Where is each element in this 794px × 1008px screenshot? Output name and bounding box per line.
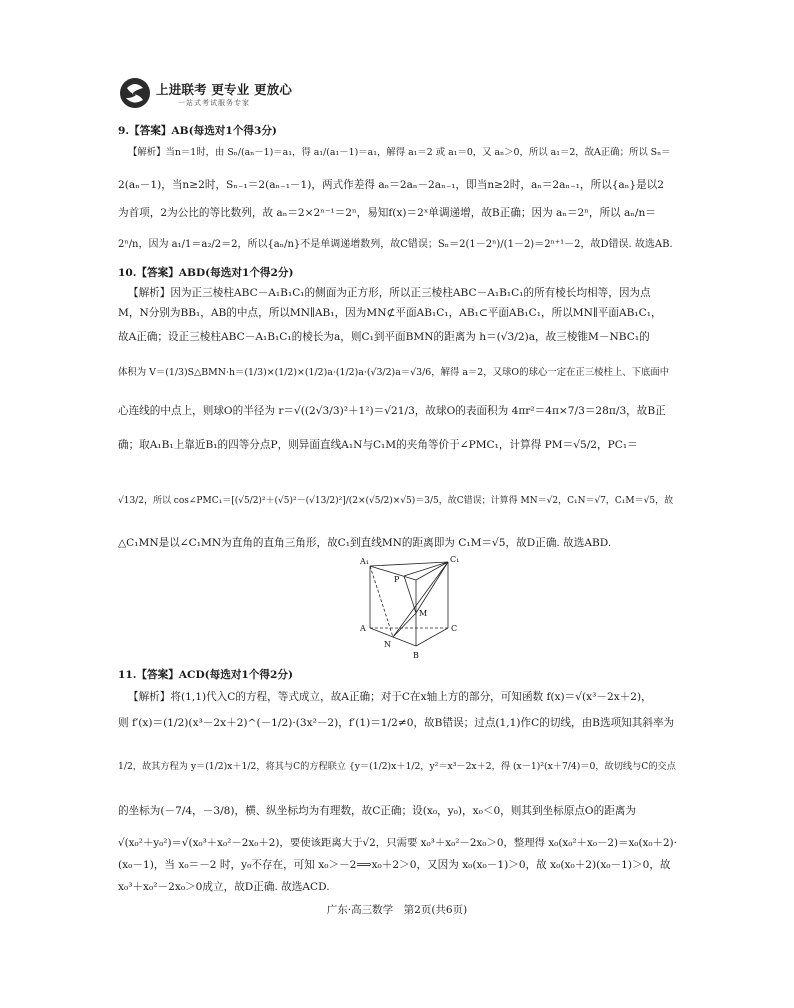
text-line-q10-7: √13/2，所以 cos∠PMC₁＝[(√5/2)²＋(√5)²－(√13/2)²]/(2×(√5/2)×√5)＝3/5，故C错误；计算得 MN＝√2，C₁N＝√7，C₁M＝√5，故 (118, 496, 674, 506)
text-line-q11-5: √(x₀²＋y₀²)＝√(x₀³＋x₀²－2x₀＋2)，要使该距离大于√2，只需要 x₀³＋x₀²－2x₀＞0，整理得 x₀(x₀²＋x₀－2)＝x₀(x₀＋2)· (118, 837, 677, 849)
text-line-q11-1: 【解析】将(1,1)代入C的方程，等式成立，故A正确；对于C在x轴上方的部分，可知函数 f(x)＝√(x³－2x＋2)， (128, 691, 652, 703)
text-line-q10-1: 【解析】因为正三棱柱ABC－A₁B₁C₁的侧面为正方形，所以正三棱柱ABC－A₁B₁C₁的所有棱长均相等，因为点 (128, 287, 651, 299)
text-line-q10-ans: 10.【答案】ABD(每选对1个得2分) (118, 267, 294, 279)
text-line-q9-3: 为首项，2为公比的等比数列，故 aₙ＝2×2ⁿ⁻¹＝2ⁿ，易知f(x)＝2ˣ单调递增，故B正确；因为 aₙ＝2ⁿ，所以 aₙ/n＝ (118, 207, 656, 219)
text-line-q11-4: 的坐标为(－7/4，－3/8)，横、纵坐标均为有理数，故C正确；设(x₀，y₀)，x₀＜0，则其到坐标原点O的距离为 (118, 805, 636, 817)
brand-slogan: 上进联考 更专业 更放心 (156, 82, 293, 97)
text-line-q11-6: (x₀－1)，当 x₀＝－2 时，y₀不存在，可知 x₀＞－2⟹x₀＋2＞0，又因为 x₀(x₀－1)＞0，故 x₀(x₀＋2)(x₀－1)＞0，故 (118, 859, 671, 871)
header-logo (118, 76, 298, 112)
page-footer: 广东·高三数学 第2页(共6页) (326, 904, 468, 916)
edge-a1b1 (370, 566, 416, 580)
prism-figure (352, 552, 462, 664)
brand-subtitle: 一站式考试服务专家 (178, 99, 250, 107)
text-line-q10-8: △C₁MN是以∠C₁MN为直角的直角三角形，故C₁到直线MN的距离即为 C₁M＝√5，故D正确. 故选ABD. (118, 537, 612, 549)
text-line-q9-4: 2ⁿ/n，因为 a₁/1＝a₂/2＝2，所以{aₙ/n}不是单调递增数列，故C错误；Sₙ＝2(1－2ⁿ)/(1－2)＝2ⁿ⁺¹－2，故D错误. 故选AB. (118, 239, 673, 250)
edge-bc (416, 628, 448, 646)
text-line-q10-4: 体积为 V＝(1/3)S△BMN·h＝(1/3)×(1/2)×(1/2)a·(1/2)a·(√3/2)a＝√3/6，解得 a＝2，又球O的球心一定在正三棱柱上、下底面中 (118, 367, 670, 378)
text-line-q9-1: 【解析】当n＝1时，由 Sₙ/(aₙ－1)＝a₁，得 a₁/(a₁－1)＝a₁，解得 a₁＝2 或 a₁＝0，又 aₙ＞0，所以 a₁＝2，故A正确；所以 Sₙ＝ (128, 147, 671, 158)
text-line-q11-2: 则 f′(x)＝(1/2)(x³－2x＋2)^(－1/2)·(3x²－2)，f′(1)＝1/2≠0，故B错误；过点(1,1)作C的切线，由B选项知其斜率为 (118, 717, 675, 729)
text-line-q11-ans: 11.【答案】ACD(每选对1个得2分) (118, 669, 293, 681)
text-line-q10-3: 故A正确；设正三棱柱ABC－A₁B₁C₁的棱长为a，则C₁到平面BMN的距离为 h＝(√3/2)a，故三棱锥M－NBC₁的 (118, 331, 650, 343)
label-n: N (384, 640, 391, 649)
text-line-q10-2: M，N分别为BB₁，AB的中点，所以MN∥AB₁，因为MN⊄平面AB₁C₁，AB₁⊂平面AB₁C₁，所以MN∥平面AB₁C₁， (118, 307, 662, 319)
label-b: B (413, 651, 419, 660)
label-a1: A₁ (360, 557, 369, 566)
seg-c1m (416, 562, 448, 613)
seg-nm (393, 613, 416, 637)
label-c1: C₁ (450, 555, 460, 564)
seg-nc1 (393, 562, 448, 637)
text-line-q10-5: 心连线的中点上，则球O的半径为 r＝√((2√3/3)²＋1²)＝√21/3，故球O的表面积为 4πr²＝4π×7/3＝28π/3，故B正 (118, 405, 666, 417)
logo-swirl-icon (118, 76, 152, 110)
label-c: C (451, 624, 458, 633)
label-p: P (394, 575, 400, 584)
seg-a1n (370, 566, 393, 637)
text-line-q9-ans: 9.【答案】AB(每选对1个得3分) (118, 125, 277, 137)
text-line-q10-6: 确；取A₁B₁上靠近B₁的四等分点P，则异面直线A₁N与C₁M的夹角等价于∠PMC₁，计算得 PM＝√5/2，PC₁＝ (118, 439, 638, 451)
label-m: M (419, 609, 428, 618)
text-line-q11-3: 1/2，故其方程为 y＝(1/2)x＋1/2，将其与C的方程联立 {y＝(1/2)x＋1/2，y²＝x³－2x＋2，得 (x－1)²(x＋7/4)＝0，故切线与C的交点 (118, 761, 676, 772)
text-line-q11-7: x₀³＋x₀²－2x₀＞0成立，故D正确. 故选ACD. (118, 881, 330, 893)
label-a: A (360, 624, 366, 633)
text-line-q9-2: 2(aₙ－1)，当n≥2时，Sₙ₋₁＝2(aₙ₋₁－1)，两式作差得 aₙ＝2aₙ－2aₙ₋₁，即当n≥2时，aₙ＝2aₙ₋₁，所以{aₙ}是以2 (118, 179, 664, 191)
